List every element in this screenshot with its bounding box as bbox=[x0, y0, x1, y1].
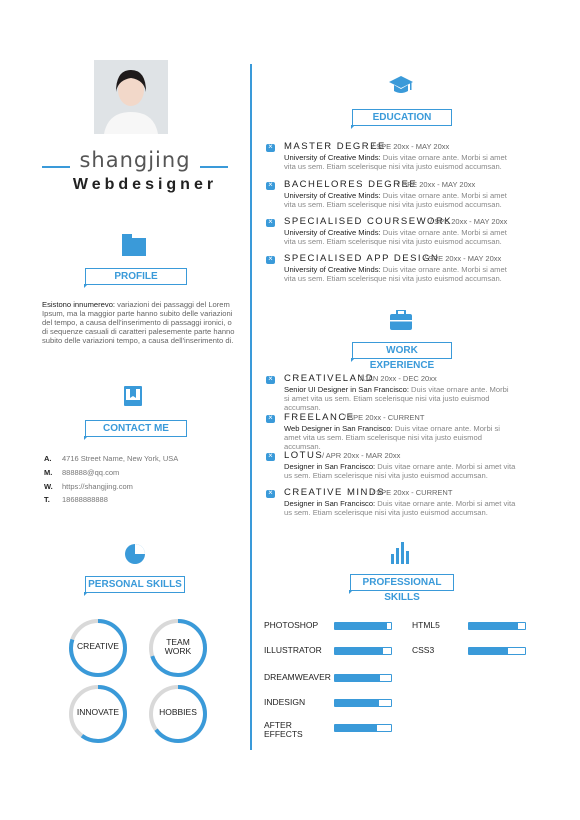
profile-text bbox=[42, 300, 238, 345]
work-date: / APR 20xx - MAR 20xx bbox=[322, 451, 401, 460]
education-details: Duis vitae ornare ante. Morbi si amet vita us sem. Etiam scelerisque nisi vita justo euismod accumsan. bbox=[284, 153, 507, 171]
briefcase-icon bbox=[390, 310, 412, 330]
work-details: Duis vitae ornare ante. Morbi si amet vita us sem. Etiam scelerisque nisi vita justo euismod accumsan. bbox=[284, 424, 500, 451]
skill-bar bbox=[334, 699, 392, 707]
skill-bar-fill bbox=[335, 648, 383, 654]
work-title: FREELANCE bbox=[284, 412, 355, 423]
skill-bar-fill bbox=[469, 623, 518, 629]
education-date: / SPE 20xx - MAY 20xx bbox=[372, 142, 450, 151]
work-description bbox=[284, 385, 516, 412]
skill-ring-label: HOBBIES bbox=[159, 707, 197, 717]
person-name: shangjing bbox=[79, 148, 191, 172]
close-icon bbox=[266, 182, 275, 190]
work-org: Designer in San Francisco: bbox=[284, 499, 376, 508]
skill-bar-fill bbox=[469, 648, 508, 654]
education-title: SPECIALISED APP DESIGN bbox=[284, 253, 440, 264]
skill-bar-fill bbox=[335, 675, 380, 681]
skill-label: ILLUSTRATOR bbox=[264, 645, 322, 655]
skill-bar-fill bbox=[335, 700, 379, 706]
skill-label: CSS3 bbox=[412, 645, 435, 655]
work-title: CREATIVELAND bbox=[284, 373, 375, 384]
folder-icon bbox=[122, 234, 146, 256]
work-org: Senior UI Designer in San Francisco: bbox=[284, 385, 409, 394]
education-date: / SPE 20xx - MAY 20xx bbox=[398, 180, 476, 189]
close-icon bbox=[266, 376, 275, 384]
skill-ring-label: INNOVATE bbox=[76, 707, 120, 717]
profile-body: variazioni dei passaggi del Lorem Ipsum, ma la maggior parte hanno subito delle variazioni del tempo, a causa dell'inserimento di passaggi ironici, o di sequenze casuali di caratteri palesemente parte hanno subito delle variazioni tempo, a causa dell'inserimento di. bbox=[42, 300, 235, 345]
education-details: Duis vitae ornare ante. Morbi si amet vita us sem. Etiam scelerisque nisi vita justo euismod accumsan. bbox=[284, 228, 507, 246]
close-icon bbox=[266, 453, 275, 461]
work-title: CREATIVE MINDS bbox=[284, 487, 386, 498]
profile-heading: PROFILE bbox=[85, 268, 187, 285]
skill-label: INDESIGN bbox=[264, 697, 306, 707]
skill-ring-hobbies bbox=[148, 684, 208, 744]
contact-email[interactable]: M. 888888@qq.com bbox=[44, 468, 120, 477]
skill-ring-teamwork bbox=[148, 618, 208, 678]
education-heading: EDUCATION bbox=[352, 109, 452, 126]
skill-bar bbox=[468, 647, 526, 655]
skill-bar bbox=[334, 647, 392, 655]
skill-bar bbox=[468, 622, 526, 630]
skill-bar bbox=[334, 674, 392, 682]
education-description bbox=[284, 228, 516, 246]
education-title: BACHELORES DEGREE bbox=[284, 179, 418, 190]
education-org: University of Creative Minds: bbox=[284, 265, 381, 274]
education-org: University of Creative Minds: bbox=[284, 228, 381, 237]
work-details: Duis vitae ornare ante. Morbi si amet vita us sem. Etiam scelerisque nisi vita justo euismod accumsan. bbox=[284, 462, 516, 480]
work-details: Duis vitae ornare ante. Morbi si amet vita us sem. Etiam scelerisque nisi vita justo euismod accumsan. bbox=[284, 499, 516, 517]
education-details: Duis vitae ornare ante. Morbi si amet vita us sem. Etiam scelerisque nisi vita justo euismod accumsan. bbox=[284, 191, 507, 209]
education-date: / SPE 20xx - MAY 20xx bbox=[430, 217, 508, 226]
skill-label: DREAMWEAVER bbox=[264, 672, 331, 682]
column-divider bbox=[250, 64, 252, 750]
contact-heading: CONTACT ME bbox=[85, 420, 187, 437]
contact-phone: T. 18688888888 bbox=[44, 495, 108, 504]
close-icon bbox=[266, 144, 275, 152]
work-details: Duis vitae ornare ante. Morbi si amet vita us sem. Etiam scelerisque nisi vita justo euismod accumsan. bbox=[284, 385, 509, 412]
personal-skills-heading: PERSONAL SKILLS bbox=[85, 576, 185, 593]
skill-ring-label: CREATIVE bbox=[77, 641, 119, 651]
skill-label: HTML5 bbox=[412, 620, 440, 630]
education-details: Duis vitae ornare ante. Morbi si amet vita us sem. Etiam scelerisque nisi vita justo euismod accumsan. bbox=[284, 265, 507, 283]
contact-website[interactable]: W. https://shangjing.com bbox=[44, 482, 133, 491]
name-line-right bbox=[200, 166, 228, 168]
education-title: MASTER DEGREE bbox=[284, 141, 386, 152]
skill-label: AFTER EFFECTS bbox=[264, 720, 303, 739]
work-date: / JAN 20xx - DEC 20xx bbox=[360, 374, 437, 383]
skill-bar bbox=[334, 622, 392, 630]
professional-skills-heading: PROFESSIONAL SKILLS bbox=[350, 574, 454, 591]
work-description bbox=[284, 462, 516, 480]
book-icon bbox=[124, 386, 142, 406]
work-title: LOTUS bbox=[284, 450, 324, 461]
education-description bbox=[284, 153, 516, 171]
skill-bar-fill bbox=[335, 725, 377, 731]
skill-bar bbox=[334, 724, 392, 732]
education-date: / SPE 20xx - MAY 20xx bbox=[424, 254, 502, 263]
close-icon bbox=[266, 256, 275, 264]
graduation-cap-icon bbox=[389, 76, 413, 96]
skill-ring-innovate bbox=[68, 684, 128, 744]
skill-label: PHOTOSHOP bbox=[264, 620, 319, 630]
work-date: / SPE 20xx - CURRENT bbox=[372, 488, 453, 497]
bar-chart-icon bbox=[390, 542, 412, 564]
job-title: Webdesigner bbox=[72, 176, 218, 193]
work-description bbox=[284, 424, 516, 451]
education-description bbox=[284, 265, 516, 283]
education-description bbox=[284, 191, 516, 209]
work-org: Designer in San Francisco: bbox=[284, 462, 376, 471]
work-date: / SPE 20xx - CURRENT bbox=[344, 413, 425, 422]
work-heading: WORK EXPERIENCE bbox=[352, 342, 452, 359]
education-title: SPECIALISED COURSEWORK bbox=[284, 216, 453, 227]
education-org: University of Creative Minds: bbox=[284, 153, 381, 162]
close-icon bbox=[266, 490, 275, 498]
close-icon bbox=[266, 415, 275, 423]
close-icon bbox=[266, 219, 275, 227]
contact-address: A. 4716 Street Name, New York, USA bbox=[44, 454, 179, 463]
pie-chart-icon bbox=[124, 543, 146, 565]
skill-bar-fill bbox=[335, 623, 387, 629]
profile-photo bbox=[94, 60, 168, 134]
skill-ring-creative bbox=[68, 618, 128, 678]
education-org: University of Creative Minds: bbox=[284, 191, 381, 200]
work-description bbox=[284, 499, 516, 517]
skill-ring-label: TEAM WORK bbox=[164, 637, 192, 656]
work-org: Web Designer in San Francisco: bbox=[284, 424, 393, 433]
profile-lead: Esistono innumerevo: bbox=[42, 300, 116, 309]
